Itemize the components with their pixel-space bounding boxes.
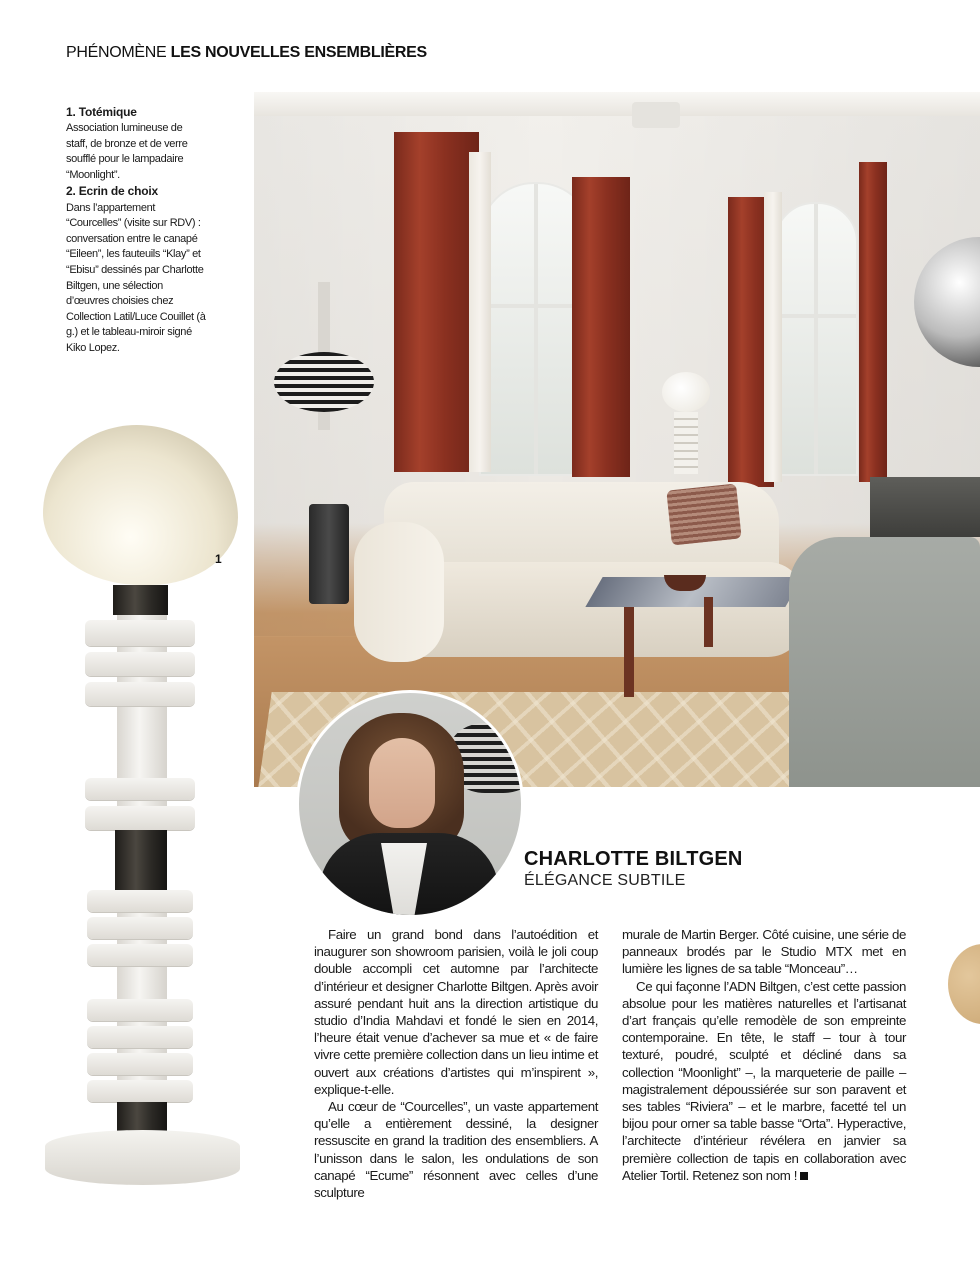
right-curtain-right bbox=[859, 162, 887, 482]
article-heading bbox=[524, 848, 743, 890]
lamp-disc bbox=[85, 682, 195, 706]
coffee-table-leg bbox=[624, 607, 634, 697]
ceiling-light bbox=[632, 102, 680, 128]
header-title: LES NOUVELLES ENSEMBLIÈRES bbox=[170, 44, 427, 61]
figure-number-1: 1 bbox=[215, 552, 222, 566]
portrait-face bbox=[369, 738, 435, 828]
article-paragraph: murale de Martin Berger. Côté cuisine, une série de panneaux brodés par le Studio MTX met en lumière les lignes de sa table “Monceau”… bbox=[622, 927, 906, 977]
wall-sculpture bbox=[274, 352, 374, 412]
grey-armchair bbox=[789, 537, 980, 787]
lamp-base-plate bbox=[45, 1130, 240, 1185]
article-subtitle: ÉLÉGANCE SUBTILE bbox=[524, 872, 686, 889]
lamp-disc bbox=[87, 1026, 193, 1048]
lamp-disc bbox=[87, 999, 193, 1021]
right-sheer bbox=[764, 192, 782, 482]
cropped-round-object bbox=[948, 944, 980, 1024]
background-lamp-globe bbox=[662, 372, 710, 412]
coffee-table-leg bbox=[704, 597, 713, 647]
designer-name: CHARLOTTE BILTGEN bbox=[524, 848, 743, 870]
left-sheer bbox=[469, 152, 491, 472]
lamp-glass-globe bbox=[43, 425, 238, 585]
lamp-disc bbox=[87, 917, 193, 939]
article-paragraph-text: Ce qui façonne l’ADN Biltgen, c’est cette passion absolue pour les matières naturelles et l’artisanat d’art français qu’elle remodèle de son empreinte contemporaine. En tête, le staff – tour à tour texturé, poudré, sculpté et décliné dans sa collection “Moonlight” –, la marqueterie de paille – magistralement dépoussiérée sur son paravent et ses tables “Riviera” – et le marbre, facetté tel un bijou pour orner sa table basse “Orta”. Hyperactive, l’architecte d’intérieur révélera en janvier sa première collection de tapis en collaboration avec Atelier Tortil. Retenez son nom ! bbox=[622, 978, 906, 1183]
header-section: PHÉNOMÈNE bbox=[66, 44, 167, 61]
left-curtain bbox=[394, 132, 479, 472]
lamp-disc bbox=[85, 806, 195, 830]
article-column-1 bbox=[314, 926, 598, 1201]
lamp-disc bbox=[85, 652, 195, 676]
article-paragraph-final bbox=[622, 978, 906, 1184]
sofa-cushion bbox=[666, 483, 741, 545]
lamp-disc bbox=[87, 1080, 193, 1102]
ceiling-cornice bbox=[254, 92, 980, 116]
living-room-photo bbox=[254, 92, 980, 787]
designer-portrait bbox=[296, 690, 524, 918]
moonlight-floor-lamp-image bbox=[40, 425, 245, 1190]
lamp-disc bbox=[87, 1053, 193, 1075]
lamp-disc bbox=[87, 890, 193, 912]
end-mark-icon bbox=[800, 1172, 808, 1180]
lamp-bronze-collar bbox=[113, 585, 168, 615]
sofa-arm bbox=[354, 522, 444, 662]
lamp-disc bbox=[85, 620, 195, 646]
black-stool bbox=[309, 504, 349, 604]
article-column-2 bbox=[622, 926, 906, 1184]
caption-1-text: Association lumineuse de staff, de bronze et de verre soufflé pour le lampadaire “Moonlight”. bbox=[66, 122, 188, 181]
caption-1-title: 1. Totémique bbox=[66, 105, 137, 119]
photo-captions bbox=[66, 104, 206, 357]
page-header bbox=[66, 44, 427, 62]
center-curtain bbox=[572, 177, 630, 477]
lamp-bronze-middle bbox=[115, 830, 167, 890]
caption-2-title: 2. Ecrin de choix bbox=[66, 184, 158, 199]
lamp-disc bbox=[87, 944, 193, 966]
lamp-disc bbox=[85, 778, 195, 800]
background-lamp-body bbox=[674, 412, 698, 474]
article-paragraph: Faire un grand bond dans l’autoédition et inaugurer son showroom parisien, voilà le joli coup double accompli cet automne par l’architecte d’intérieur et designer Charlotte Biltgen. Après avoir assuré pendant huit ans la direction artistique du studio d’India Mahdavi et fondé le sien en 2014, l’heure était venue d’achever sa mue et « de faire vivre cette première collection dans un lieu intime et ouvert aux créations d’artistes qui m’inspirent », explique-t-elle. bbox=[314, 927, 598, 1097]
article-paragraph: Au cœur de “Courcelles”, un vaste appartement qu’elle a entièrement dessiné, la designer ressuscite en grand la tradition des ensembliers. A l’unisson dans le salon, les ondulations de son canapé “Ecume” résonnent avec celles d’une sculpture bbox=[314, 1099, 598, 1201]
caption-2-text: Dans l’appartement “Courcelles” (visite sur RDV) : conversation entre le canapé “Eileen”, les fauteuils “Klay” et “Ebisu” dessinés par Charlotte Biltgen, une sélection d’œuvres choisies chez Collection Latil/Luce Couillet (à g.) et le tableau-miroir signé Kiko Lopez. bbox=[66, 201, 206, 354]
fireplace bbox=[870, 477, 980, 537]
right-window bbox=[774, 202, 858, 476]
